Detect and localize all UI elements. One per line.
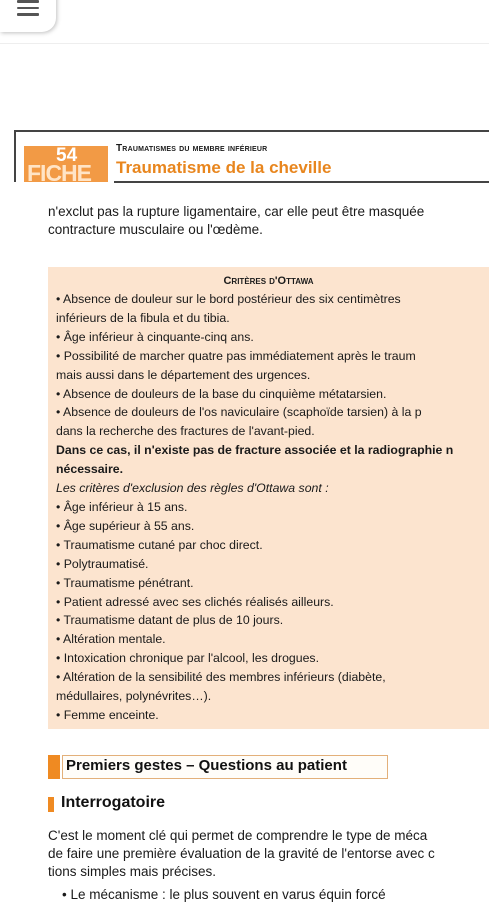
criteria-line: • Absence de douleurs de l'os naviculaire (scaphoïde tarsien) à la p [56,405,422,420]
fiche-number: 54 [56,145,78,166]
exclusion-line: • Altération de la sensibilité des membres inférieurs (diabète, [56,670,386,685]
section-accent-bar [48,755,60,779]
criteria-line: • Possibilité de marcher quatre pas immédiatement après le traum [56,348,416,363]
exclusion-line: • Âge supérieur à 55 ans. [56,518,195,533]
fiche-badge [24,145,108,186]
exclusion-line: • Traumatisme pénétrant. [56,575,194,590]
title-rule [114,181,489,183]
ottawa-criteria-list [56,290,453,725]
hamburger-menu-icon [17,0,39,20]
page-top-rule [14,130,489,132]
fiche-label: FICHE [27,160,91,186]
criteria-line: dans la recherche des fractures de l'avant-pied. [56,424,315,439]
exclusion-line: • Patient adressé avec ses clichés réalisés ailleurs. [56,594,334,609]
subsection-accent-bar [48,797,54,812]
intro-line: n'exclut pas la rupture ligamentaire, car elle peut être masquée [48,204,425,219]
body-line: tions simples mais précises. [48,864,217,879]
exclusion-line: • Traumatisme cutané par choc direct. [56,537,263,552]
exclusion-line: • Polytraumatisé. [56,556,149,571]
exclusion-line: • Âge inférieur à 15 ans. [56,499,188,514]
criteria-line: • Âge inférieur à cinquante-cinq ans. [56,329,254,344]
menu-button[interactable] [0,0,56,32]
criteria-line: mais aussi dans le département des urgences. [56,367,311,382]
section-heading [48,755,388,779]
body-line: de faire une première évaluation de la gravité de l'entorse avec c [48,846,435,861]
subsection-title: Interrogatoire [61,794,166,811]
page-title: Traumatisme de la cheville [116,158,332,177]
exclusion-line: • Altération mentale. [56,632,166,647]
body-bullet-line: • Le mécanisme : le plus souvent en varus équin forcé [62,887,386,902]
criteria-line: inférieurs de la fibula et du tibia. [56,310,230,325]
exclusion-heading: Les critères d'exclusion des règles d'Ottawa sont : [56,481,329,496]
ottawa-title: Critères d'Ottawa [223,275,314,287]
exclusion-line: • Intoxication chronique par l'alcool, les drogues. [56,651,319,666]
exclusion-line: • Traumatisme datant de plus de 10 jours. [56,613,284,628]
header-divider [0,43,489,44]
exclusion-line: médullaires, polynévrites…). [56,689,212,704]
criteria-conclusion: Dans ce cas, il n'existe pas de fracture associée et la radiographie n [56,443,454,458]
chapter-name: Traumatismes du membre inférieur [116,143,268,154]
ottawa-criteria-box [48,267,489,729]
body-line: C'est le moment clé qui permet de comprendre le type de méca [48,828,428,843]
section-title: Premiers gestes – Questions au patient [66,757,347,774]
criteria-line: • Absence de douleur sur le bord postérieur des six centimètres [56,292,401,306]
exclusion-line: • Femme enceinte. [56,707,159,722]
page-left-rule [14,130,16,182]
criteria-line: • Absence de douleurs de la base du cinquième métatarsien. [56,386,387,401]
criteria-conclusion: nécessaire. [56,462,124,477]
intro-line: contracture musculaire ou l'œdème. [48,222,263,237]
